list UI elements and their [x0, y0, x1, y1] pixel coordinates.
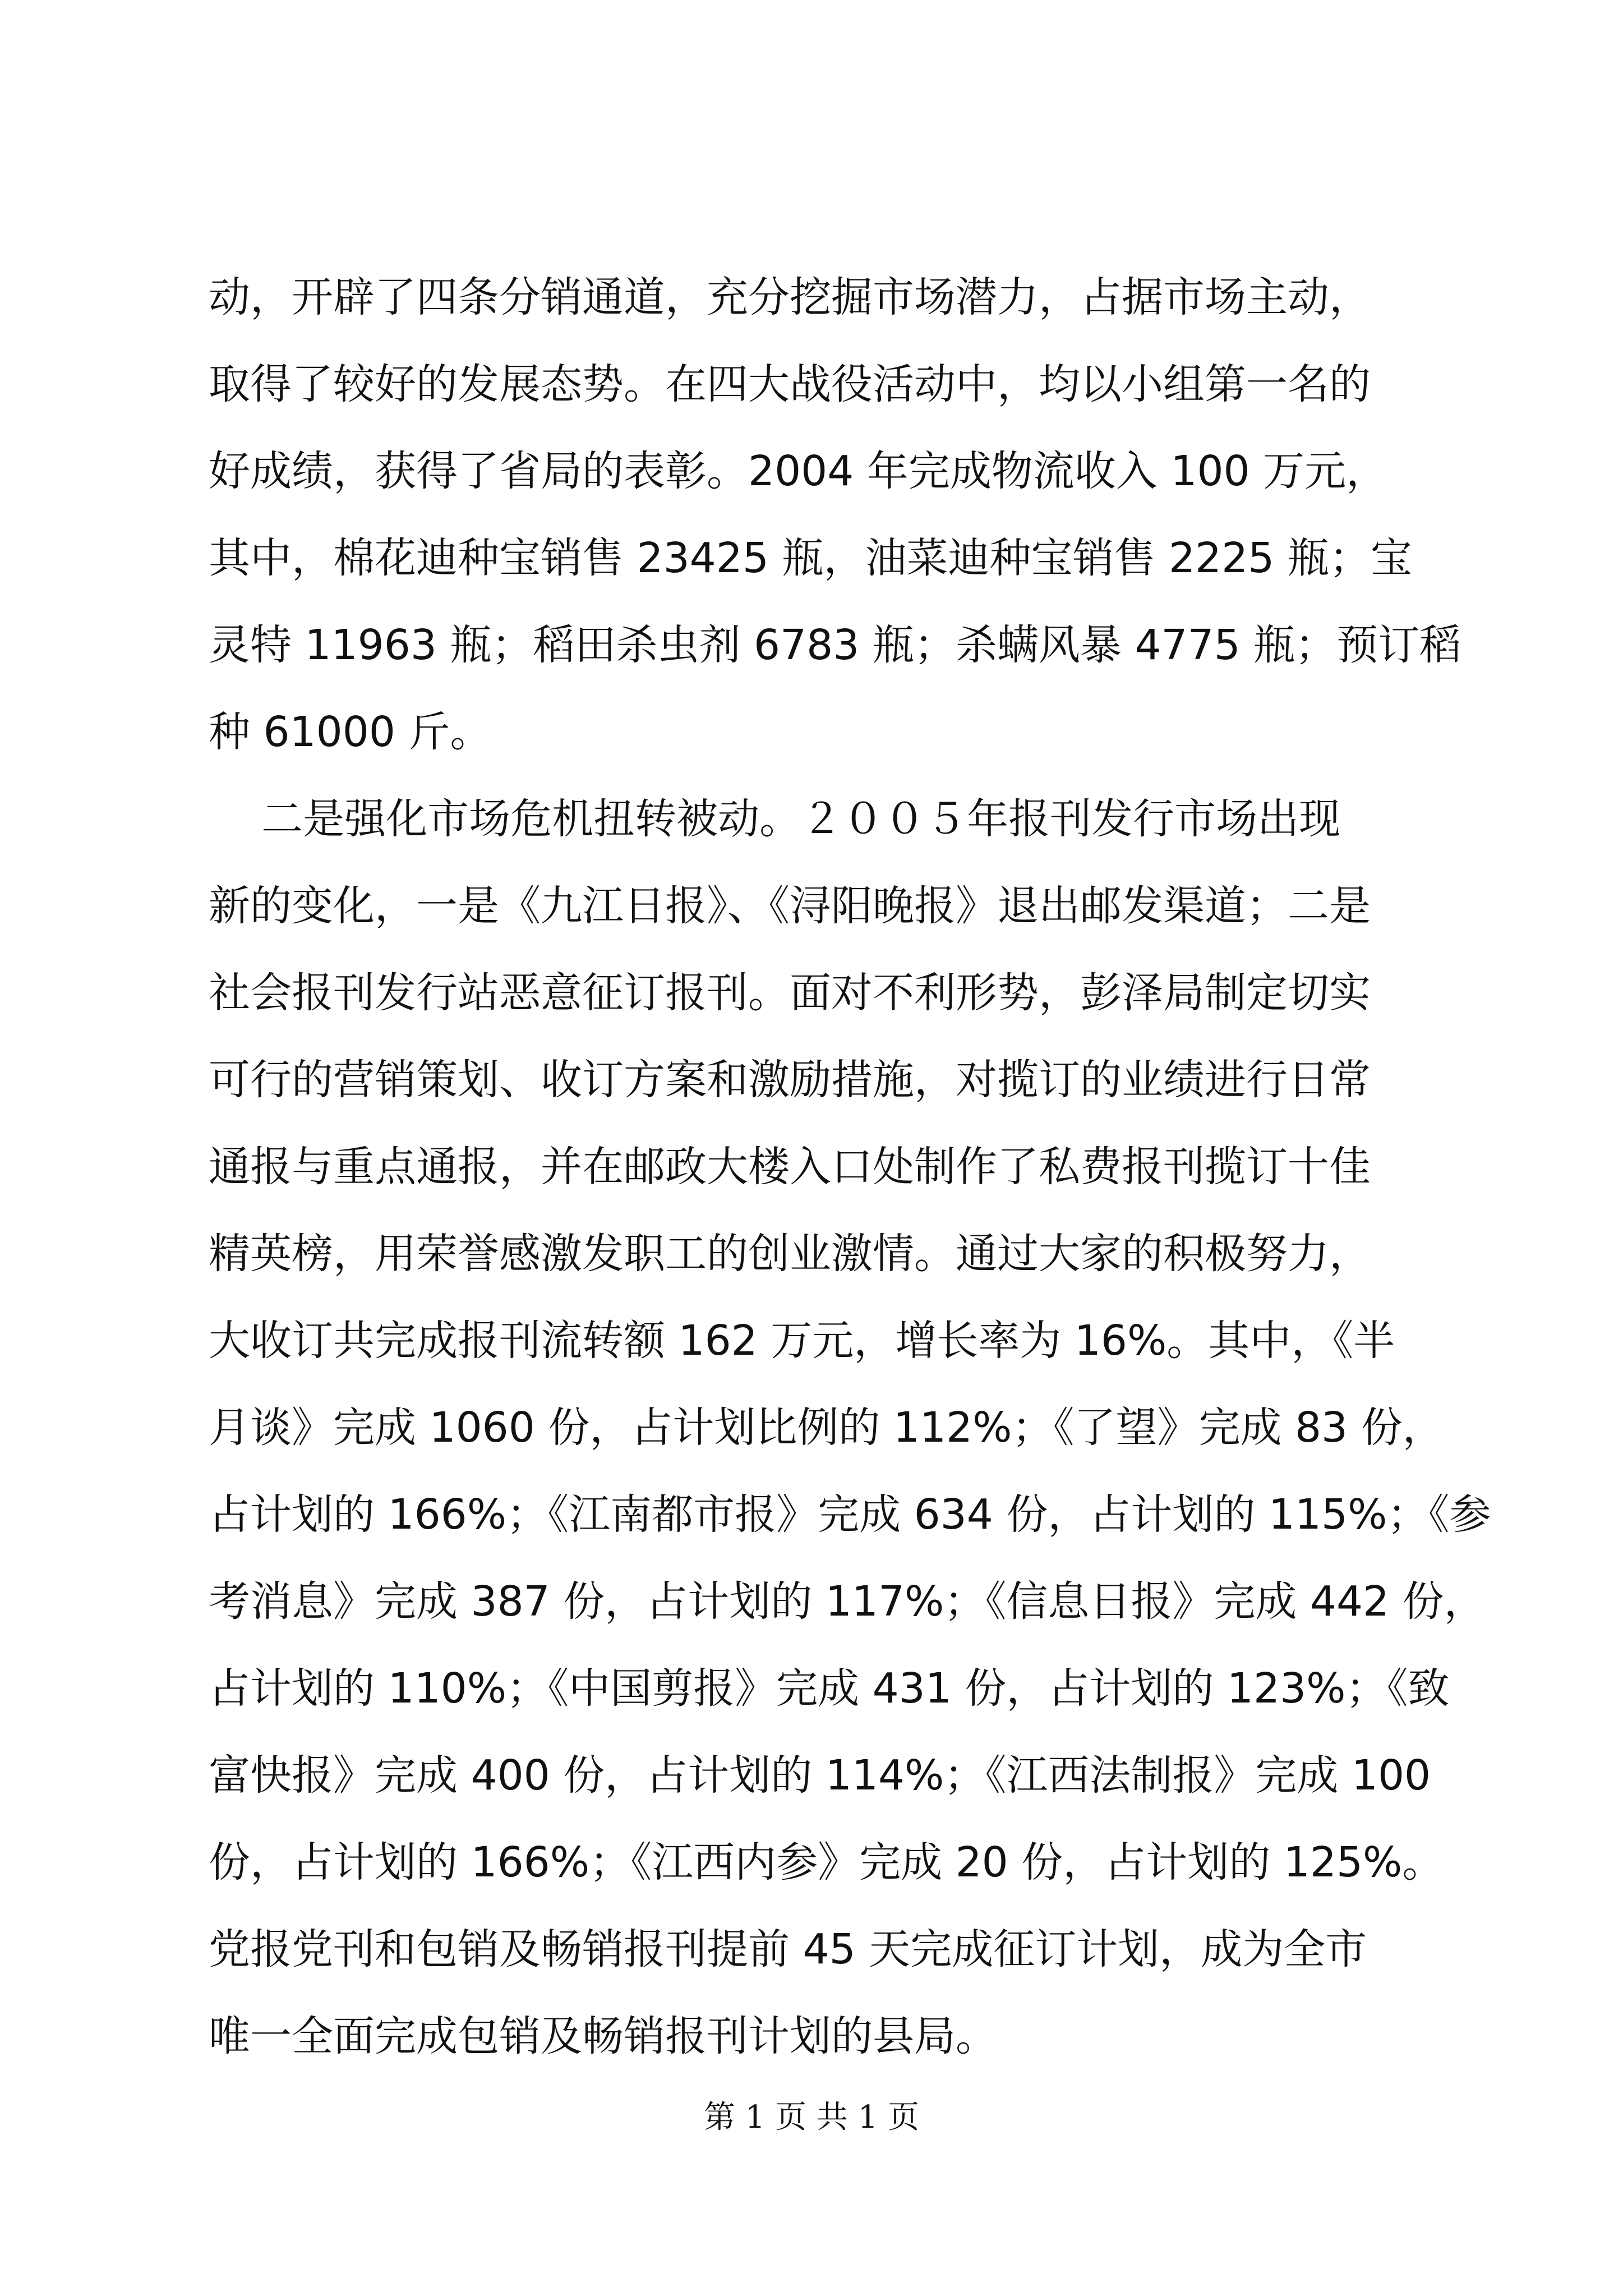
text-line: 通报与重点通报，并在邮政大楼入口处制作了私费报刊揽订十佳	[209, 1143, 1371, 1191]
text-line: 其中，棉花迪种宝销售 23425 瓶，油菜迪种宝销售 2225 瓶；宝	[209, 534, 1412, 582]
page-number-footer: 第 1 页 共 1 页	[703, 2099, 920, 2136]
text-line: 种 61000 斤。	[209, 708, 492, 756]
text-line: 月谈》完成 1060 份，占计划比例的 112%；《了望》完成 83 份，	[209, 1404, 1444, 1452]
text-line: 新的变化，一是《九江日报》、《浔阳晚报》退出邮发渠道；二是	[209, 882, 1371, 930]
text-line: 动，开辟了四条分销通道，充分挖掘市场潜力，占据市场主动，	[209, 273, 1371, 321]
text-line: 二是强化市场危机扭转被动。２００５年报刊发行市场出现	[209, 795, 1341, 843]
text-line: 占计划的 166%；《江南都市报》完成 634 份，占计划的 115%；《参	[209, 1490, 1491, 1539]
text-line: 灵特 11963 瓶；稻田杀虫剂 6783 瓶；杀螨风暴 4775 瓶；预订稻	[209, 621, 1461, 669]
text-line: 取得了较好的发展态势。在四大战役活动中，均以小组第一名的	[209, 360, 1371, 408]
text-line: 党报党刊和包销及畅销报刊提前 45 天完成征订计划，成为全市	[209, 1925, 1367, 1973]
text-line: 精英榜，用荣誉感激发职工的创业激情。通过大家的积极努力，	[209, 1230, 1371, 1278]
text-line: 富快报》完成 400 份，占计划的 114%；《江西法制报》完成 100	[209, 1751, 1431, 1800]
text-line: 大收订共完成报刊流转额 162 万元，增长率为 16%。其中，《半	[209, 1317, 1395, 1365]
text-line: 占计划的 110%；《中国剪报》完成 431 份，占计划的 123%；《致	[209, 1664, 1450, 1713]
text-line: 唯一全面完成包销及畅销报刊计划的县局。	[209, 2012, 997, 2060]
text-line: 可行的营销策划、收订方案和激励措施，对揽订的业绩进行日常	[209, 1056, 1371, 1104]
text-line: 考消息》完成 387 份，占计划的 117%；《信息日报》完成 442 份，	[209, 1577, 1486, 1626]
text-line: 社会报刊发行站恶意征订报刊。面对不利形势，彭泽局制定切实	[209, 969, 1371, 1017]
text-line: 份，占计划的 166%；《江西内参》完成 20 份，占计划的 125%。	[209, 1838, 1444, 1887]
text-line: 好成绩，获得了省局的表彰。2004 年完成物流收入 100 万元，	[209, 447, 1388, 495]
